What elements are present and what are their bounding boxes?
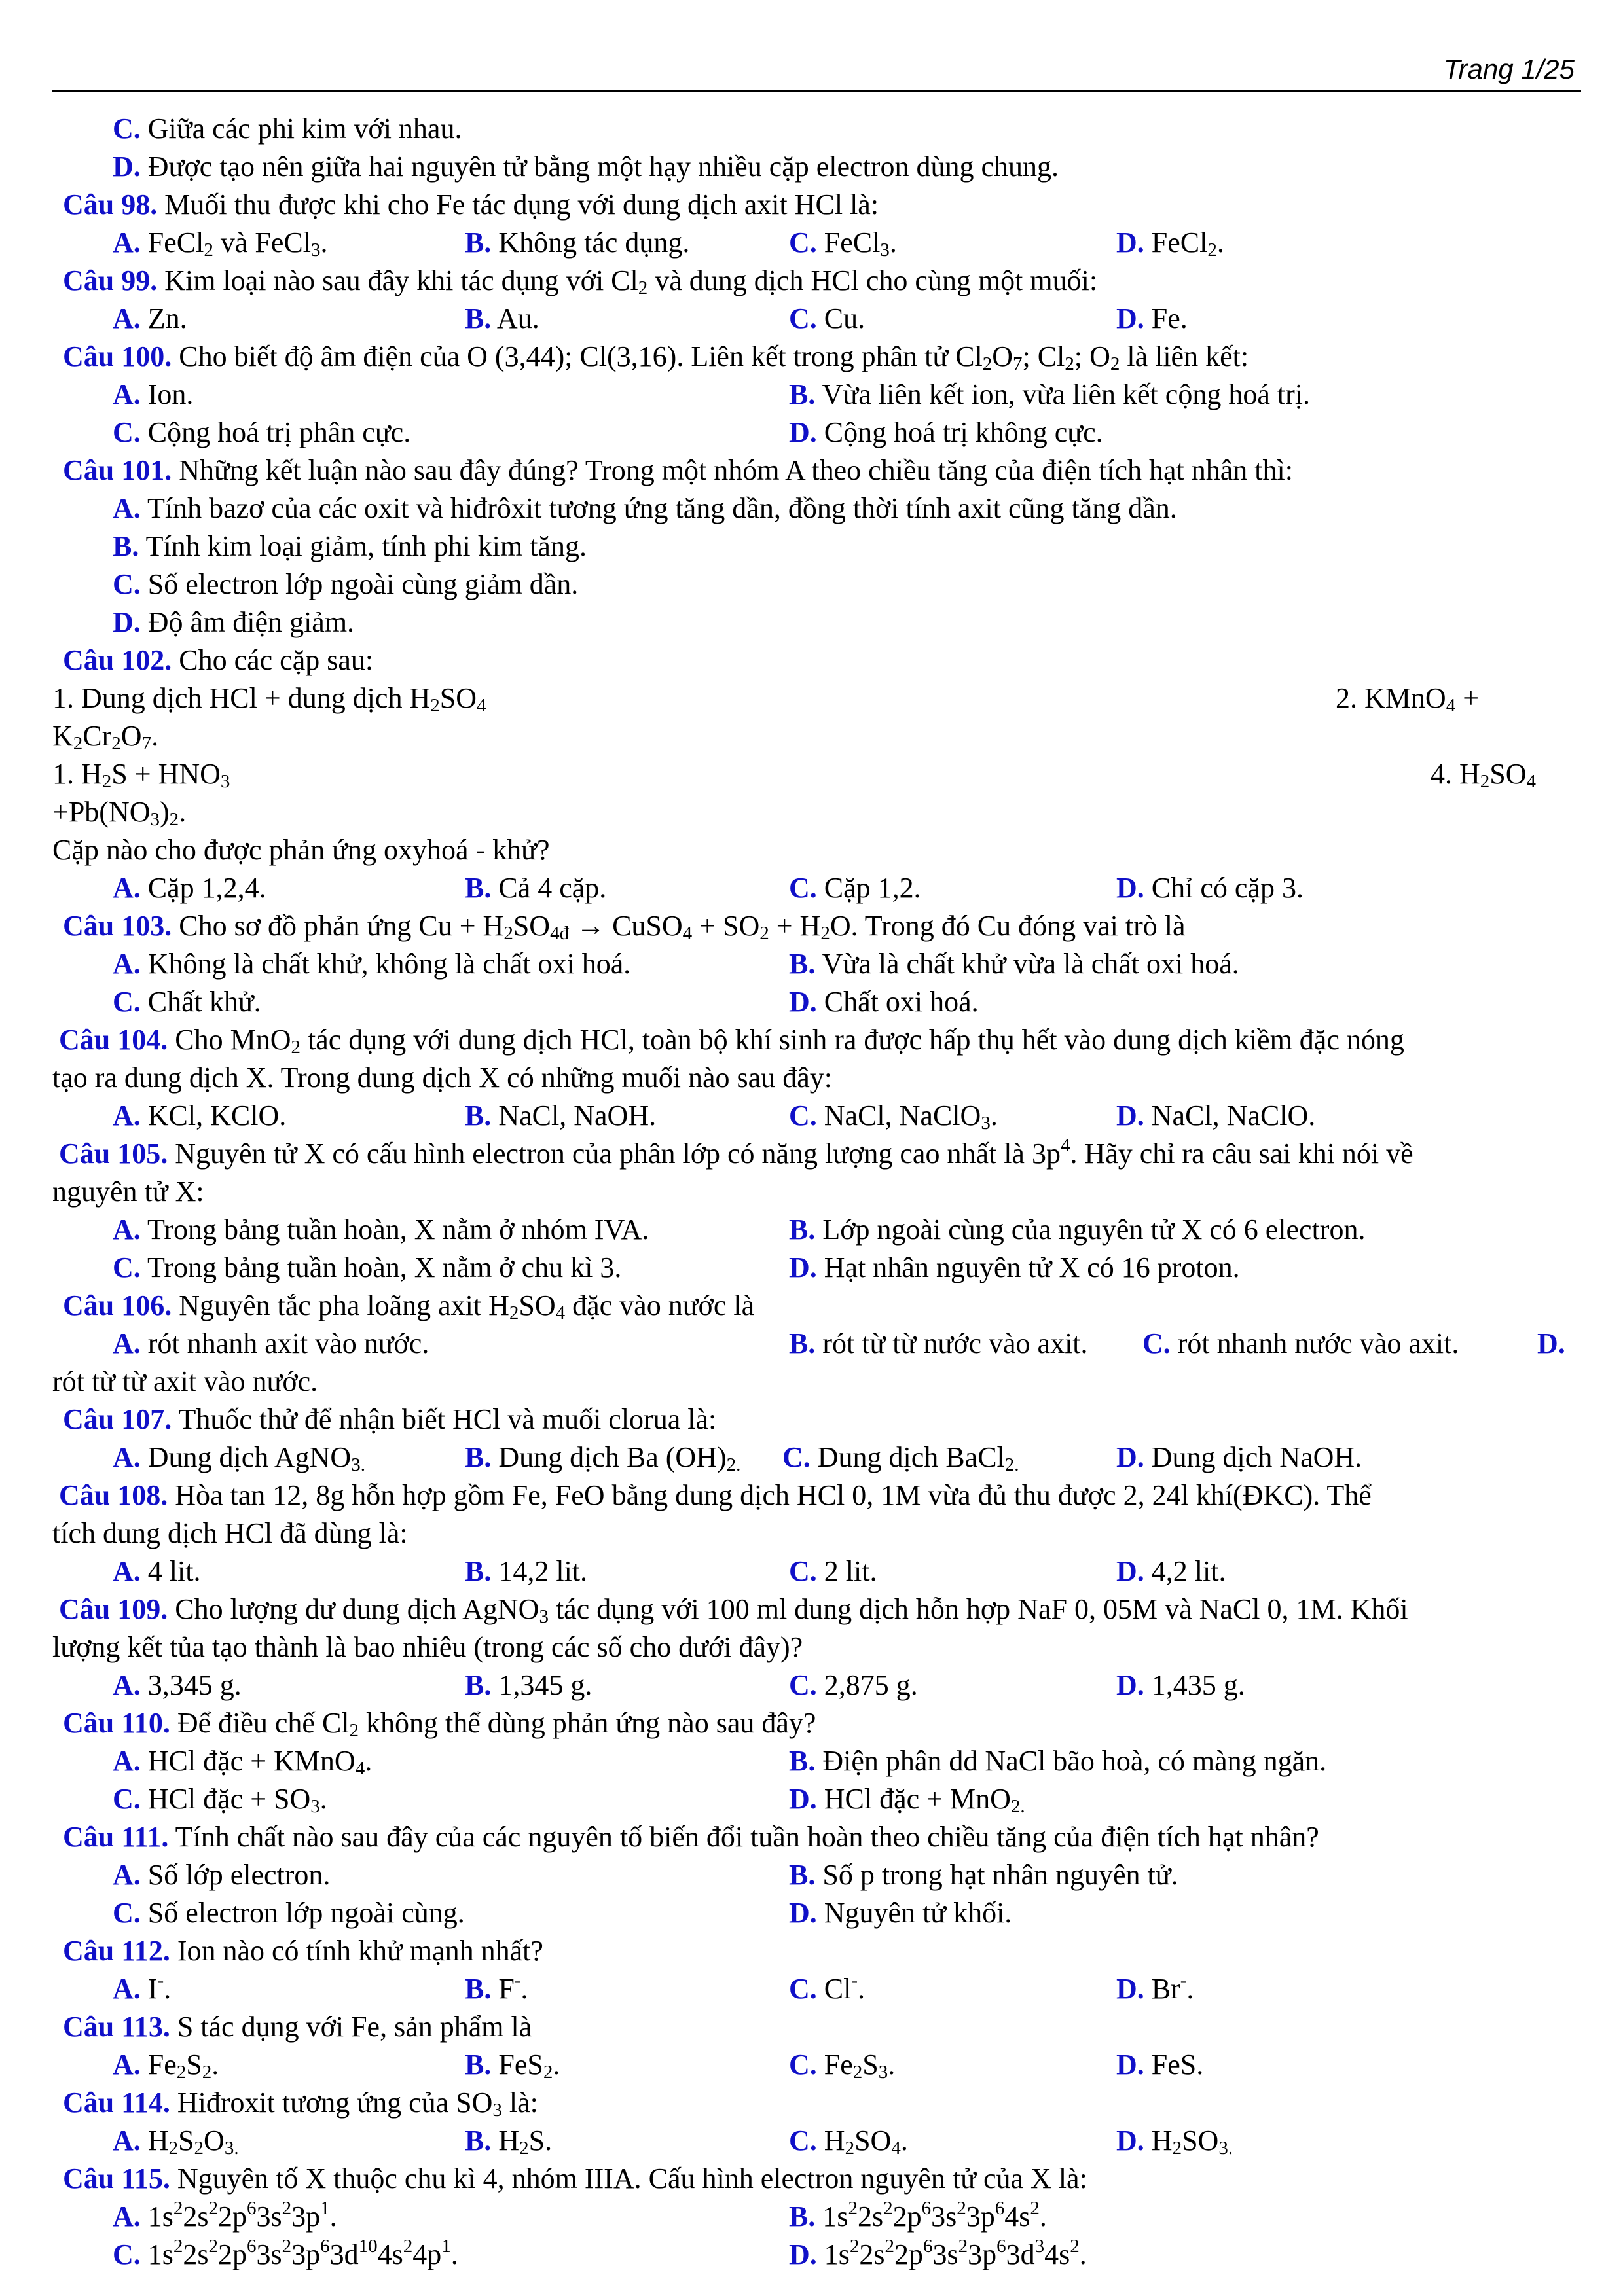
- text-line: [0, 1970, 1623, 2008]
- answer-option: D. $1s^22s^22p^63s^23p^63d^34s^2$.: [789, 2236, 1087, 2270]
- question-text: Câu 105. Nguyên tử X có cấu hình electron của phân lớp có năng lượng cao nhất là $3p^4$. Hãy chỉ ra câu sai khi nói về: [59, 1135, 1413, 1170]
- option-letter: C.: [113, 1251, 141, 1283]
- answer-option: A. rót nhanh axit vào nước.: [113, 1327, 429, 1359]
- body-text: Cặp nào cho được phản ứng oxyhoá - khử?: [52, 834, 550, 866]
- option-letter: D.: [1116, 872, 1144, 904]
- answer-option: B. Không tác dụng.: [465, 226, 690, 259]
- text-line: [0, 300, 1623, 338]
- option-letter: C.: [113, 986, 141, 1018]
- option-letter: A.: [113, 1327, 141, 1359]
- option-letter: C.: [789, 1973, 817, 2005]
- option-letter: A.: [113, 226, 141, 259]
- body-text: 4. $H_2SO_4$: [1431, 758, 1537, 792]
- answer-option: C. HCl đặc + $SO_3$.: [113, 1783, 327, 1817]
- answer-option: A. Tính bazơ của các oxit và hiđrôxit tương ứng tăng dần, đồng thời tính axit cũng tăng dần.: [113, 492, 1177, 524]
- question-number: Câu 104.: [59, 1024, 168, 1056]
- question-number: Câu 101.: [63, 454, 172, 486]
- text-line: [0, 528, 1623, 565]
- text-line: [0, 1704, 1623, 1742]
- text-line: [0, 869, 1623, 907]
- option-letter: D.: [1116, 1669, 1144, 1701]
- option-letter: D.: [1116, 2049, 1144, 2081]
- question-text: Câu 107. Thuốc thử để nhận biết HCl và muối clorua là:: [63, 1403, 717, 1435]
- answer-option: A. $1s^22s^22p^63s^23p^1$.: [113, 2198, 337, 2233]
- answer-option: B. $1s^22s^22p^63s^23p^64s^2$.: [789, 2198, 1047, 2233]
- answer-option: A. $H_2S_2O_{3.}$: [113, 2125, 239, 2159]
- question-number: Câu 105.: [59, 1138, 168, 1170]
- question-number: Câu 109.: [59, 1593, 168, 1625]
- option-letter: C.: [113, 568, 141, 600]
- option-letter: C.: [789, 872, 817, 904]
- answer-option: C. Cl-.: [789, 1970, 866, 2005]
- answer-option: C. Trong bảng tuần hoàn, X nằm ở chu kì 3.: [113, 1251, 622, 1283]
- text-line: [0, 907, 1623, 945]
- option-letter: A.: [113, 1100, 141, 1132]
- option-letter: C.: [782, 1441, 811, 1473]
- question-text: Câu 112. Ion nào có tính khử mạnh nhất?: [63, 1935, 543, 1967]
- text-line: [0, 1021, 1623, 1059]
- answer-option: A. 4 lit.: [113, 1555, 201, 1587]
- option-letter: B.: [789, 1859, 816, 1891]
- text-line: [0, 1211, 1623, 1249]
- answer-option: A. Không là chất khử, không là chất oxi hoá.: [113, 948, 631, 980]
- text-line: [0, 1249, 1623, 1287]
- question-text: Câu 111. Tính chất nào sau đây của các nguyên tố biến đổi tuần hoàn theo chiều tăng của điện tích hạt nhân?: [63, 1821, 1319, 1853]
- option-letter: C.: [113, 416, 141, 448]
- option-letter: A.: [113, 1669, 141, 1701]
- option-letter: A.: [113, 1213, 141, 1246]
- option-letter: A.: [113, 948, 141, 980]
- answer-option: B. NaCl, NaOH.: [465, 1100, 657, 1132]
- option-letter: A.: [113, 1973, 141, 2005]
- answer-option: A. $Fe_2S_2$.: [113, 2049, 219, 2083]
- text-line: [0, 1097, 1623, 1135]
- answer-option: C. Số electron lớp ngoài cùng giảm dần.: [113, 568, 579, 600]
- question-number: Câu 100.: [63, 340, 172, 372]
- answer-option: C. $H_2SO_4$.: [789, 2125, 908, 2159]
- text-line: [0, 338, 1623, 376]
- question-text: Câu 103. Cho sơ đồ phản ứng $Cu + H_2SO_{4đ}$ → CuSO$_4$ + $SO_2 + H_2O$. Trong đó Cu đóng vai trò là: [63, 910, 1186, 944]
- answer-option: B. Au.: [465, 302, 539, 334]
- question-number: Câu 106.: [63, 1289, 172, 1321]
- question-number: Câu 108.: [59, 1479, 168, 1511]
- answer-option: A. FeCl$_2$ và FeCl$_3$.: [113, 226, 328, 260]
- answer-option: C. Cặp 1,2.: [789, 872, 921, 904]
- option-letter: D.: [1116, 226, 1144, 259]
- text-line: [0, 1363, 1623, 1401]
- answer-option: B. Vừa là chất khử vừa là chất oxi hoá.: [789, 948, 1239, 980]
- text-line: [0, 1173, 1623, 1211]
- text-line: [0, 603, 1623, 641]
- answer-option: D. $H_2SO_{3.}$: [1116, 2125, 1233, 2159]
- option-letter: A.: [113, 872, 141, 904]
- answer-option: D. Fe.: [1116, 302, 1188, 334]
- option-letter: A.: [113, 492, 141, 524]
- option-letter: D.: [1116, 2125, 1144, 2157]
- text-line: [0, 1894, 1623, 1932]
- answer-option: C. rót nhanh nước vào axit.: [1142, 1327, 1459, 1359]
- question-text: Câu 106. Nguyên tắc pha loãng axit $H_2SO_4$ đặc vào nước là: [63, 1289, 755, 1323]
- text-line: [0, 641, 1623, 679]
- body-text: $+Pb(NO_3)_2$.: [52, 796, 187, 830]
- question-number: Câu 103.: [63, 910, 172, 942]
- option-letter: A.: [113, 1859, 141, 1891]
- question-text: Câu 101. Những kết luận nào sau đây đúng? Trong một nhóm A theo chiều tăng của điện tích hạt nhân thì:: [63, 454, 1293, 486]
- text-line: [0, 1059, 1623, 1097]
- text-line: [0, 1932, 1623, 1970]
- answer-option: C. Dung dịch BaCl$_{2.}$: [782, 1441, 1019, 1475]
- option-letter: C.: [789, 1100, 817, 1132]
- option-letter: D.: [1116, 1100, 1144, 1132]
- answer-option: D. FeS.: [1116, 2049, 1204, 2081]
- option-letter: B.: [465, 872, 492, 904]
- text-line: [0, 2046, 1623, 2084]
- text-line: [0, 1818, 1623, 1856]
- question-number: Câu 102.: [63, 644, 172, 676]
- option-letter: B.: [789, 2200, 816, 2233]
- answer-option: C. FeCl$_3$.: [789, 226, 897, 260]
- option-letter: B.: [465, 1669, 492, 1701]
- text-line: [0, 1135, 1623, 1173]
- option-letter: B.: [465, 1441, 492, 1473]
- answer-option: D. Hạt nhân nguyên tử X có 16 proton.: [789, 1251, 1240, 1283]
- text-line: [0, 1590, 1623, 1628]
- answer-option: A. 3,345 g.: [113, 1669, 242, 1701]
- answer-option: D. 1,435 g.: [1116, 1669, 1245, 1701]
- answer-option: C. NaCl, NaClO$_3$.: [789, 1100, 998, 1134]
- question-text: Câu 99. Kim loại nào sau đây khi tác dụng với $Cl_2$ và dung dịch HCl cho cùng một muối:: [63, 264, 1098, 298]
- answer-option: D. Chất oxi hoá.: [789, 986, 979, 1018]
- text-line: [0, 983, 1623, 1021]
- text-line: [0, 490, 1623, 528]
- answer-option: A. Ion.: [113, 378, 194, 410]
- answer-option: D. Độ âm điện giảm.: [113, 606, 355, 638]
- body-text: rót từ từ axit vào nước.: [52, 1365, 318, 1397]
- option-letter: A.: [113, 2125, 141, 2157]
- text-line: [0, 1742, 1623, 1780]
- question-number: Câu 99.: [63, 264, 158, 296]
- answer-option: A. Số lớp electron.: [113, 1859, 331, 1891]
- body-text: 2. KMnO$_4$ +: [1336, 682, 1480, 716]
- option-letter: C.: [789, 302, 817, 334]
- question-text: Câu 113. S tác dụng với Fe, sản phẩm là: [63, 2011, 532, 2043]
- option-letter: B.: [465, 1973, 492, 2005]
- option-letter: D.: [789, 416, 817, 448]
- answer-option: C. Chất khử.: [113, 986, 261, 1018]
- option-letter: D.: [113, 606, 141, 638]
- question-text: Câu 102. Cho các cặp sau:: [63, 644, 374, 676]
- question-text: Câu 100. Cho biết độ âm điện của O (3,44); Cl(3,16). Liên kết trong phân tử $Cl_2O_7$; $Cl_2$; $O_2$ là liên kết:: [63, 340, 1249, 374]
- option-letter: B.: [789, 1327, 816, 1359]
- option-letter: C.: [789, 226, 817, 259]
- option-letter: C.: [113, 113, 141, 145]
- text-line: [0, 1439, 1623, 1477]
- page-header: [52, 51, 1581, 92]
- text-line: [0, 1325, 1623, 1363]
- text-line: [0, 2084, 1623, 2122]
- answer-option: C. Cu.: [789, 302, 866, 334]
- text-line: [0, 831, 1623, 869]
- text-line: [0, 186, 1623, 224]
- answer-option: B. F-.: [465, 1970, 528, 2005]
- text-line: [0, 376, 1623, 414]
- answer-option: A. KCl, KClO.: [113, 1100, 287, 1132]
- text-line: [0, 452, 1623, 490]
- option-letter: C.: [113, 1783, 141, 1815]
- option-letter: A.: [113, 2049, 141, 2081]
- option-letter: A.: [113, 302, 141, 334]
- option-letter: D.: [789, 1897, 817, 1929]
- option-letter: D.: [1116, 1973, 1144, 2005]
- answer-option: C. 2,875 g.: [789, 1669, 918, 1701]
- body-text: $K_2Cr_2O_7$.: [52, 720, 159, 754]
- question-text: Câu 110. Để điều chế $Cl_2$ không thể dùng phản ứng nào sau đây?: [63, 1707, 816, 1741]
- text-line: [0, 148, 1623, 186]
- option-letter: B.: [789, 378, 816, 410]
- option-letter: A.: [113, 1555, 141, 1587]
- text-line: [0, 262, 1623, 300]
- option-letter: B.: [465, 226, 492, 259]
- option-letter: C.: [789, 2049, 817, 2081]
- text-line: [0, 1666, 1623, 1704]
- option-letter: D.: [789, 1783, 817, 1815]
- answer-option: B. rót từ từ nước vào axit.: [789, 1327, 1088, 1359]
- question-number: Câu 98.: [63, 188, 158, 221]
- answer-option: C. Số electron lớp ngoài cùng.: [113, 1897, 465, 1929]
- answer-option: C. $1s^22s^22p^63s^23p^63d^{10}4s^24p^1$.: [113, 2236, 458, 2270]
- option-letter: C.: [789, 1555, 817, 1587]
- option-letter: D.: [1116, 1441, 1144, 1473]
- option-letter: D.: [789, 986, 817, 1018]
- answer-option: D. Br-.: [1116, 1970, 1194, 2005]
- text-line: [0, 717, 1623, 755]
- answer-option: B. Cả 4 cặp.: [465, 872, 607, 904]
- text-line: [0, 2008, 1623, 2046]
- option-letter: B.: [789, 1213, 816, 1246]
- option-letter: D.: [1116, 302, 1144, 334]
- answer-option: B. $H_2S$.: [465, 2125, 553, 2159]
- answer-option: [1537, 1325, 1565, 1363]
- answer-option: D. Cộng hoá trị không cực.: [789, 416, 1103, 448]
- body-text: 1. Dung dịch HCl + dung dịch $H_2SO_4$: [52, 682, 486, 716]
- option-letter: A.: [113, 1441, 141, 1473]
- text-line: [0, 1477, 1623, 1515]
- text-line: [0, 945, 1623, 983]
- option-letter: D.: [789, 1251, 817, 1283]
- text-line: [0, 1515, 1623, 1552]
- option-letter: B.: [465, 1100, 492, 1132]
- option-letter: D.: [113, 151, 141, 183]
- option-letter: B.: [465, 2125, 492, 2157]
- text-line: [0, 2122, 1623, 2160]
- answer-option: D. Chỉ có cặp 3.: [1116, 872, 1304, 904]
- option-letter: D.: [1116, 1555, 1144, 1587]
- text-line: [0, 1552, 1623, 1590]
- text-line: [0, 224, 1623, 262]
- body-text: nguyên tử X:: [52, 1175, 204, 1208]
- text-line: [0, 2198, 1623, 2236]
- text-line: [0, 565, 1623, 603]
- text-line: [0, 755, 1623, 793]
- answer-option: B. Lớp ngoài cùng của nguyên tử X có 6 electron.: [789, 1213, 1366, 1246]
- question-number: Câu 107.: [63, 1403, 172, 1435]
- question-text: Câu 108. Hòa tan 12, 8g hỗn hợp gồm Fe, FeO bằng dung dịch HCl 0, 1M vừa đủ thu được 2, 24l khí(ĐKC). Thể: [59, 1479, 1372, 1511]
- body-text: lượng kết tủa tạo thành là bao nhiêu (trong các số cho dưới đây)?: [52, 1631, 803, 1663]
- answer-option: C. Giữa các phi kim với nhau.: [113, 113, 462, 145]
- option-letter: B.: [465, 1555, 492, 1587]
- body-text: tích dung dịch HCl đã dùng là:: [52, 1517, 408, 1549]
- option-letter: B.: [789, 1745, 816, 1777]
- question-text: Câu 104. Cho MnO$_2$ tác dụng với dung dịch HCl, toàn bộ khí sinh ra được hấp thụ hết vào dung dịch kiềm đặc nóng: [59, 1024, 1404, 1058]
- answer-option: D. Được tạo nên giữa hai nguyên tử bằng một hạy nhiều cặp electron dùng chung.: [113, 151, 1059, 183]
- answer-option: B. Điện phân dd NaCl bão hoà, có màng ngăn.: [789, 1745, 1327, 1777]
- answer-option: D. Nguyên tử khối.: [789, 1897, 1012, 1929]
- option-letter: C.: [789, 2125, 817, 2157]
- question-number: Câu 112.: [63, 1935, 170, 1967]
- answer-option: A. HCl đặc + KMnO$_4$.: [113, 1745, 373, 1779]
- answer-option: C. $Fe_2S_3$.: [789, 2049, 896, 2083]
- answer-option: A. Dung dịch AgNO$_{3.}$: [113, 1441, 365, 1475]
- text-line: [0, 679, 1623, 717]
- option-letter: B.: [465, 2049, 492, 2081]
- page-number: Trang 1/25: [1443, 54, 1575, 84]
- question-number: Câu 115.: [63, 2162, 170, 2195]
- question-text: Câu 98. Muối thu được khi cho Fe tác dụng với dung dịch axit HCl là:: [63, 188, 879, 221]
- option-letter: B.: [465, 302, 492, 334]
- answer-option: A. I-.: [113, 1970, 172, 2005]
- text-line: [0, 793, 1623, 831]
- text-line: [0, 1628, 1623, 1666]
- answer-option: D. FeCl$_2$.: [1116, 226, 1224, 260]
- text-line: [0, 110, 1623, 148]
- option-letter: A.: [113, 1745, 141, 1777]
- option-letter: C.: [1142, 1327, 1171, 1359]
- text-line: [0, 1401, 1623, 1439]
- question-number: Câu 111.: [63, 1821, 169, 1853]
- question-number: Câu 114.: [63, 2087, 170, 2119]
- answer-option: D. 4,2 lit.: [1116, 1555, 1226, 1587]
- answer-option: D. HCl đặc + MnO$_{2.}$: [789, 1783, 1025, 1817]
- option-letter: A.: [113, 378, 141, 410]
- question-text: Câu 114. Hiđroxit tương ứng của $SO_3$ là:: [63, 2087, 538, 2121]
- answer-option: B. Số p trong hạt nhân nguyên tử.: [789, 1859, 1178, 1891]
- answer-option: B. Vừa liên kết ion, vừa liên kết cộng hoá trị.: [789, 378, 1310, 410]
- answer-option: C. 2 lit.: [789, 1555, 877, 1587]
- option-letter: C.: [113, 2238, 141, 2270]
- option-letter: D.: [789, 2238, 817, 2270]
- text-line: [0, 2236, 1623, 2274]
- answer-option: D. NaCl, NaClO.: [1116, 1100, 1316, 1132]
- text-line: [0, 1287, 1623, 1325]
- answer-option: B. FeS$_2$.: [465, 2049, 560, 2083]
- body-text: 1. $H_2S + HNO_3$: [52, 758, 230, 792]
- question-number: Câu 110.: [63, 1707, 170, 1739]
- answer-option: A. Trong bảng tuần hoàn, X nằm ở nhóm IVA.: [113, 1213, 649, 1246]
- answer-option: D. Dung dịch NaOH.: [1116, 1441, 1362, 1473]
- option-letter: A.: [113, 2200, 141, 2233]
- question-number: Câu 113.: [63, 2011, 170, 2043]
- answer-option: B. Dung dịch Ba $(OH)_{2.}$: [465, 1441, 741, 1475]
- question-text: Câu 115. Nguyên tố X thuộc chu kì 4, nhóm IIIA. Cấu hình electron nguyên tử của X là:: [63, 2162, 1087, 2195]
- option-letter: C.: [789, 1669, 817, 1701]
- text-line: [0, 1856, 1623, 1894]
- answer-option: A. Zn.: [113, 302, 187, 334]
- answer-option: A. Cặp 1,2,4.: [113, 872, 266, 904]
- text-line: [0, 1780, 1623, 1818]
- option-letter: C.: [113, 1897, 141, 1929]
- text-line: [0, 414, 1623, 452]
- answer-option: B. 1,345 g.: [465, 1669, 593, 1701]
- option-letter: D.: [1537, 1327, 1565, 1359]
- option-letter: B.: [789, 948, 816, 980]
- body-text: tạo ra dung dịch X. Trong dung dịch X có những muối nào sau đây:: [52, 1062, 832, 1094]
- answer-option: B. Tính kim loại giảm, tính phi kim tăng.: [113, 530, 587, 562]
- text-line: [0, 2160, 1623, 2198]
- answer-option: C. Cộng hoá trị phân cực.: [113, 416, 411, 448]
- question-text: Câu 109. Cho lượng dư dung dịch AgNO$_3$ tác dụng với 100 ml dung dịch hỗn hợp NaF 0, 05M và NaCl 0, 1M. Khối: [59, 1593, 1408, 1627]
- option-letter: B.: [113, 530, 139, 562]
- answer-option: B. 14,2 lit.: [465, 1555, 588, 1587]
